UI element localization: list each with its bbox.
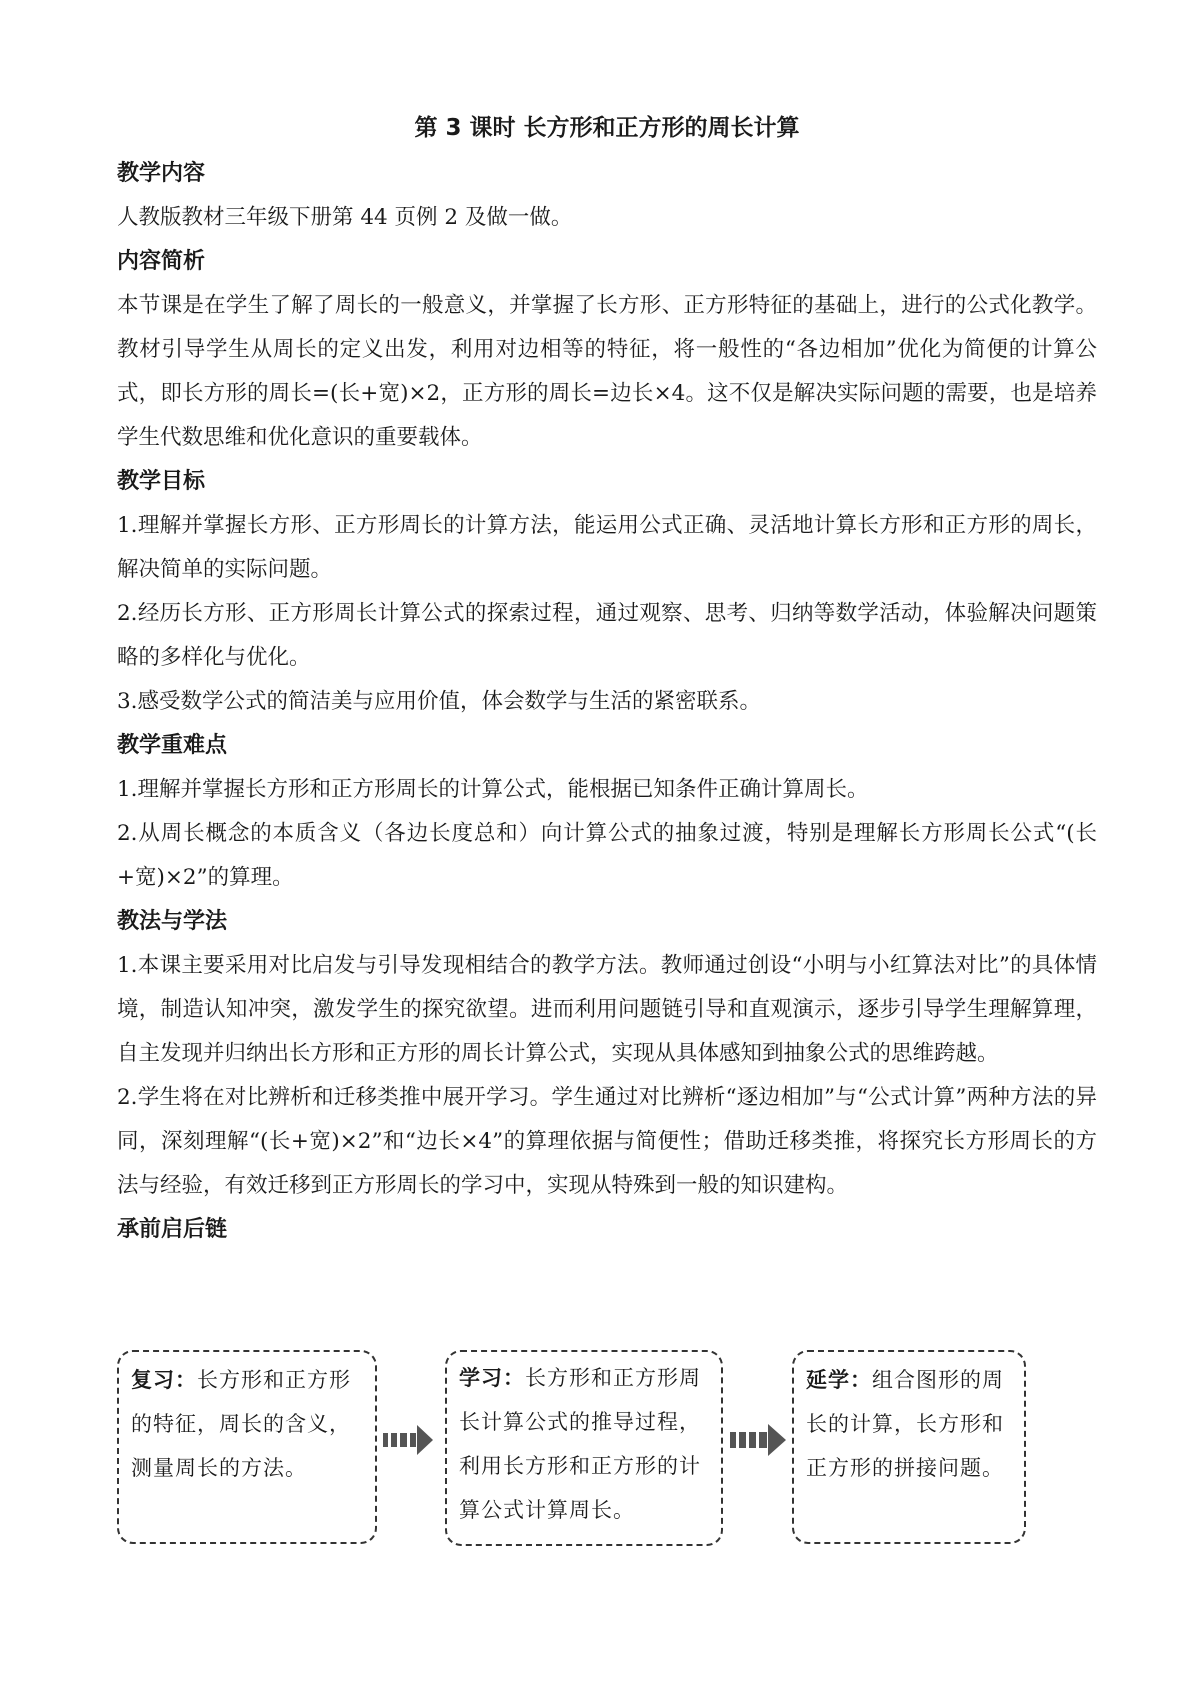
paragraph: 3.感受数学公式的简洁美与应用价值，体会数学与生活的紧密联系。 (117, 689, 762, 714)
review-box (117, 1350, 377, 1544)
paragraph: 2.学生将在对比辨析和迁移类推中展开学习。学生通过对比辨析“逐边相加”与“公式计算”两种方法的异同，深刻理解“(长+宽)×2”和“边长×4”的算理依据与简便性；借助迁移类推，将探究长方形周长的方法与经验，有效迁移到正方形周长的学习中，实现从特殊到一般的知识建构。 (117, 1085, 1097, 1198)
document-body (117, 106, 1097, 1252)
section-heading: 教学重难点 (117, 733, 228, 758)
page-title: 第 3 课时 长方形和正方形的周长计算 (414, 115, 800, 141)
section-heading: 教学内容 (117, 161, 206, 186)
learn-box (445, 1350, 723, 1546)
paragraph: 1.理解并掌握长方形和正方形周长的计算公式，能根据已知条件正确计算周长。 (117, 777, 869, 802)
paragraph: 本节课是在学生了解了周长的一般意义，并掌握了长方形、正方形特征的基础上，进行的公式化教学。教材引导学生从周长的定义出发，利用对边相等的特征，将一般性的“各边相加”优化为简便的计算公式，即长方形的周长=(长+宽)×2，正方形的周长=边长×4。这不仅是解决实际问题的需要，也是培养学生代数思维和优化意识的重要载体。 (117, 293, 1097, 450)
section-heading: 内容简析 (117, 249, 206, 274)
extend-box (792, 1350, 1026, 1544)
arrow-icon (730, 1424, 786, 1456)
arrow-icon (383, 1425, 433, 1455)
review-text: 长方形和正方形的特征，周长的含义，测量周长的方法。 (131, 1368, 351, 1480)
section-heading: 承前启后链 (117, 1217, 228, 1242)
learn-label: 学习： (459, 1366, 525, 1390)
section-heading: 教学目标 (117, 469, 206, 494)
learn-text: 长方形和正方形周长计算公式的推导过程，利用长方形和正方形的计算公式计算周长。 (459, 1366, 701, 1522)
section-heading: 教法与学法 (117, 909, 228, 934)
extend-label: 延学： (806, 1368, 872, 1392)
paragraph: 人教版教材三年级下册第 44 页例 2 及做一做。 (117, 205, 573, 230)
paragraph: 1.理解并掌握长方形、正方形周长的计算方法，能运用公式正确、灵活地计算长方形和正方形的周长，解决简单的实际问题。 (117, 513, 1097, 582)
paragraph: 2.经历长方形、正方形周长计算公式的探索过程，通过观察、思考、归纳等数学活动，体验解决问题策略的多样化与优化。 (117, 601, 1097, 670)
extend-text: 组合图形的周长的计算，长方形和正方形的拼接问题。 (806, 1368, 1004, 1480)
paragraph: 1.本课主要采用对比启发与引导发现相结合的教学方法。教师通过创设“小明与小红算法对比”的具体情境，制造认知冲突，激发学生的探究欲望。进而利用问题链引导和直观演示，逐步引导学生理解算理，自主发现并归纳出长方形和正方形的周长计算公式，实现从具体感知到抽象公式的思维跨越。 (117, 953, 1097, 1066)
paragraph: 2.从周长概念的本质含义（各边长度总和）向计算公式的抽象过渡，特别是理解长方形周长公式“(长+宽)×2”的算理。 (117, 821, 1097, 890)
review-label: 复习： (131, 1368, 197, 1392)
